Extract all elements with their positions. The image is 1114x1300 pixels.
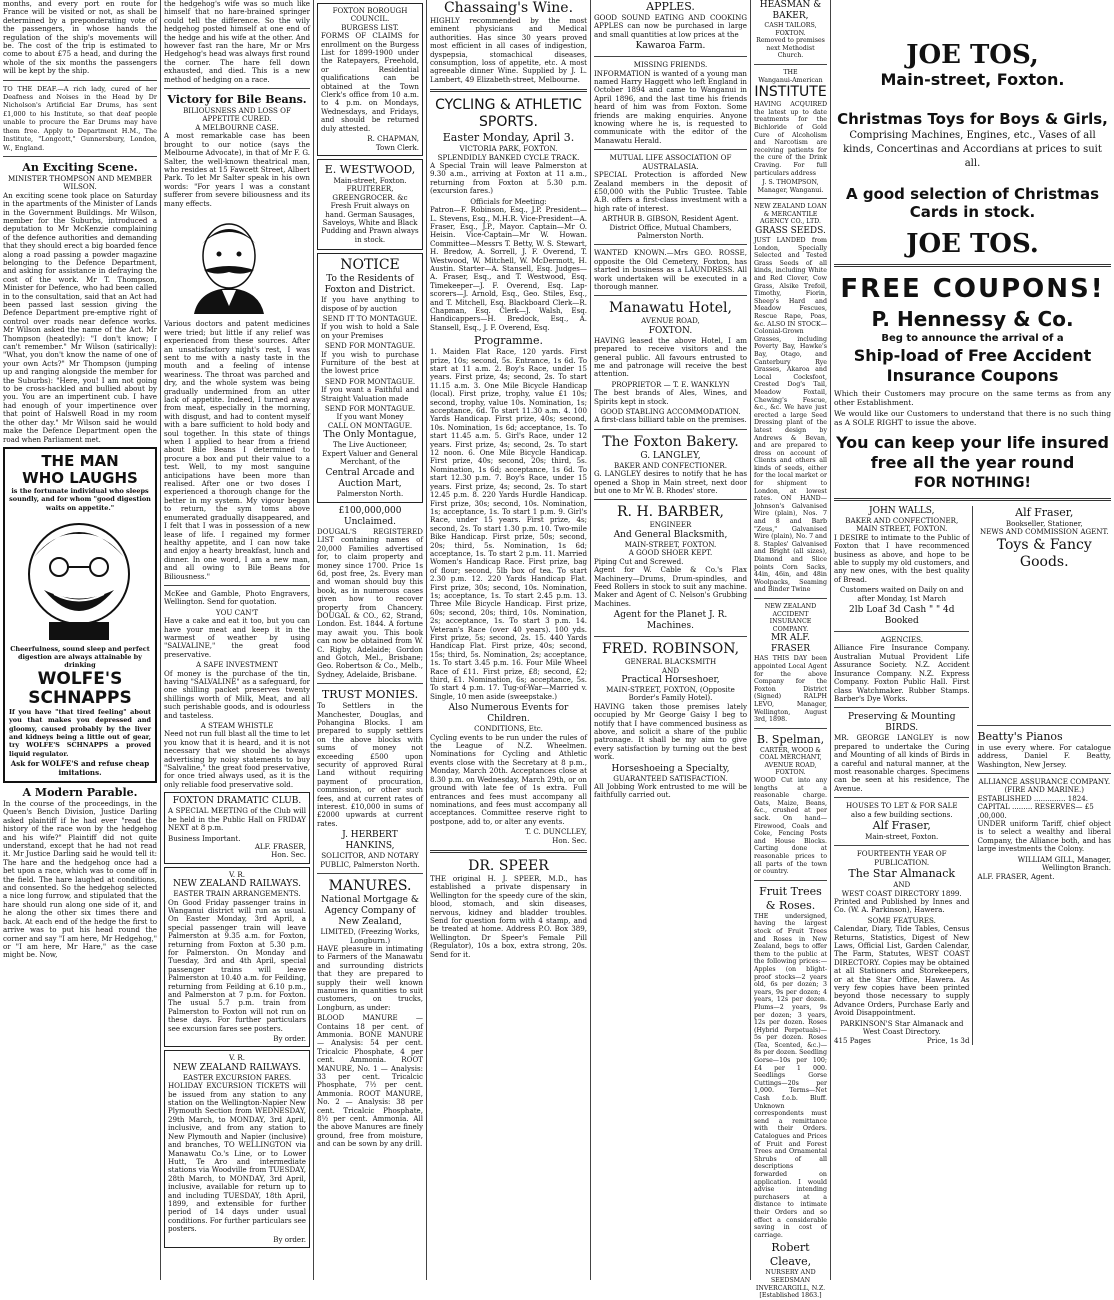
column-5 bbox=[591, 0, 750, 1280]
article-text: the hedgehog's wife was so much like himself that no hare-brained springer could tell the difference. So the wily hedgehog posted himself at one end of the hedge and his wife at the other. And however fast ran the hare, Mr or Mrs Hedgehog's head was always first round the corner. The hare fell down exhausted, and died. This is a new method of hedging on a race. bbox=[164, 0, 310, 84]
ad-title: Preserving & Mounting BIRDS. bbox=[848, 712, 956, 734]
ad-title: CYCLING & ATHLETIC SPORTS. bbox=[435, 97, 582, 131]
ad-text: District Office, Mutual Chambers, Palmerston North. bbox=[609, 222, 732, 240]
ad-text: LIMITED, (Freezing Works, Longburn.) bbox=[320, 927, 420, 945]
ad-text: 2lb Loaf 3d Cash " " 4d Booked bbox=[848, 605, 955, 627]
ad-text: AVENUE ROAD, FOXTON. bbox=[764, 761, 817, 777]
notice-text: FORMS OF CLAIMS for enrollment on the Burgess List for 1899-1900 under the Ratepayers, Freehold, or Residential qualifications can be obtained at the Town Clerk's office from 10 a.m. to 4 p.m. on Mondays, Wednesdays, and Fridays, and should be returned duly attested. bbox=[321, 31, 419, 133]
ad-text: The Live Auctioneer, Expert Valuer and General Merchant, of the bbox=[322, 440, 418, 467]
ad-subtitle: Officials for Meeting: bbox=[470, 196, 547, 206]
ad-subtitle: National Mortgage & Agency Company of New Zealand, bbox=[321, 895, 419, 928]
ad-subtitle: MR ALF. FRASER bbox=[770, 633, 811, 655]
ad-subtitle: Agent for the Planet J. R. Machines. bbox=[613, 610, 728, 632]
ad-text: NURSERY AND SEEDSMAN bbox=[765, 1269, 816, 1284]
notice-signature: ALF. FRASER, bbox=[254, 841, 306, 851]
notice-title: NEW ZEALAND RAILWAYS. bbox=[173, 879, 301, 890]
ad-title: B. Spelman, bbox=[756, 732, 825, 746]
ad-text: Cheerfulness, sound sleep and perfect digestion are always attainable by drinking bbox=[10, 644, 150, 670]
ad-subtitle: SOME FEATURES. bbox=[867, 915, 936, 925]
ad-text: FOURTEENTH YEAR OF PUBLICATION. bbox=[856, 849, 947, 867]
ad-row bbox=[834, 506, 1111, 1045]
article-subtitle: MINISTER THOMPSON AND MEMBER WILSON. bbox=[7, 173, 153, 192]
ad-title: JOE TOS. bbox=[906, 229, 1039, 259]
ad-text: NEWS AND COMMISSION AGENT. bbox=[980, 527, 1109, 537]
ad-signature: ALF. FRASER, Agent. bbox=[977, 871, 1055, 881]
notice-signature: Town Clerk. bbox=[375, 142, 419, 152]
ad-text: A first-class billiard table on the premises. bbox=[594, 415, 747, 425]
ad-text: If you have "that tired feeling" about you that makes you depressed and gloomy, caused probably by the liver and kidneys being a little out of gear, try WOLFE'S SCHNAPPS a proved liquid regulator. bbox=[9, 707, 151, 758]
ad-signature: J. S. THOMPSON, Manager, Wanganui. bbox=[757, 179, 824, 194]
ad-text: Of money is the purchase of the tin, having "SALVALINE" as a safeguard, for one shilling packet preserves twenty shillings worth of Milk, Meat, and all such perishable goods, and is odourless and tasteless. bbox=[164, 668, 310, 720]
ad-text: McKee and Gamble, Photo Engravers, Wellington. Send for quotation. bbox=[164, 588, 310, 607]
ad-text: MAIN STREET, FOXTON. bbox=[856, 524, 948, 534]
article-text: A most remarkable case has been brought to our notice (says the Melbourne Advocate), in that of Mr F. G. Salter, the well-known theatrical man, who resides at 15 Fawcett Street, Albert Park. To let Mr Salter speak in his own words: "For years I was a constant sufferer from severe biliousness and its many effects. bbox=[164, 131, 311, 208]
article-title: TRUST MONIES. bbox=[321, 688, 419, 702]
ad-text: Beg to announce the arrival of a bbox=[881, 333, 1064, 344]
ad-subtitle: WEST COAST DIRECTORY 1899. bbox=[841, 888, 962, 898]
column-4 bbox=[427, 0, 590, 1280]
council-notice bbox=[317, 3, 423, 156]
ad-subtitle: Ship-load of Free Accident Insurance Coupons bbox=[853, 346, 1092, 385]
ad-title: Fruit Trees & Roses. bbox=[759, 884, 822, 912]
ad-text: Fresh Fruit always on hand. German Sausages, Saveloys, White and Black Pudding and Prawn always in stock. bbox=[321, 201, 419, 244]
ad-text: also a few building sections. bbox=[850, 809, 953, 819]
ad-text: INFORMATION is wanted of a young man named Harry Haggett who left England in October 1894 and came to Wanganui in April 1896, and the last time his friends heard of him was from Foxton. Some friends are making enquiries. Anyone knowing where he is, is requested to communicate with the editor of the Manawatu Herald. bbox=[594, 68, 747, 145]
ad-text: Main-street, Foxton. bbox=[865, 831, 939, 841]
ad-title: FREE COUPONS! bbox=[840, 274, 1105, 304]
ad-text: Cycling events to be run under the rules of the League of N.Z. Wheelmen. Nominations for Cycling and Athletic events close with the Secretary at 8 p.m., Monday, March 20th. Acceptances close at 8.30 p.m. on Wednesday, March 29th, or on ground with late fee of 1s extra. Full entrances and fees must accompany all nominations, and fees must accompany all acceptances. Committee reserve right to postpone, add to, or alter any events. bbox=[430, 732, 587, 826]
ad-text: WANTED KNOWN.—Mrs GEO. ROSSE, opposite the Old Cemetery, Foxton, has started in business as a LAUNDRESS. All work undertaken will be executed in a thorough manner. bbox=[594, 248, 747, 291]
notice-signature: Hon. Sec. bbox=[271, 850, 306, 860]
ad-subtitle: GRASS SEEDS. bbox=[755, 226, 826, 237]
laughing-man-illustration bbox=[9, 512, 149, 642]
column-1 bbox=[0, 0, 160, 1280]
crest-text: V. R. bbox=[229, 869, 245, 879]
ad-title: DR. SPEER bbox=[468, 857, 549, 874]
ad-text: G. LANGLEY desires to notify that he has opened a Shop in Main street, next door but one to Mr W. B. Rhodes' store. bbox=[594, 469, 747, 496]
ad-signature: WILLIAM GILL, Manager, Wellington Branch. bbox=[1017, 854, 1111, 873]
ad-text: SOLICITOR, AND NOTARY PUBLIC, Palmerston North. bbox=[320, 851, 420, 869]
ad-brand: SCHNAPPS bbox=[28, 687, 132, 708]
ad-text: Piping Cut and Screwed. bbox=[594, 556, 684, 566]
ad-text: BLOOD MANURE — Contains 18 per cent. of Ammonia. BONE MANURE — Analysis: 54 per cent. Tricalcic Phosphate, 4 per cent. Ammonia. ROOT MANURE, No. 1 — Analysis: 33 per cent. Tricalcic Phosphate, 7½ per cent. Ammonia. ROOT MANURE, No. 2 — Analysis: 38 per cent. Tricalcic Phosphate, 8½ per cent. Ammonia. All the above Manures are finely ground, free from moisture, and can be sown by any drill. bbox=[317, 1013, 423, 1149]
ad-text: CASH TAILORS, bbox=[764, 22, 817, 29]
ad-text: Customers waited on Daily on and after Monday, 1st March bbox=[839, 585, 964, 603]
ad-text: BAKER AND CONFECTIONER. bbox=[614, 460, 727, 470]
spacer bbox=[977, 571, 1111, 721]
ad-subtitle: A good selection of Christmas Cards in stock. bbox=[845, 185, 1100, 221]
ad-title: Alf Fraser, bbox=[1015, 506, 1074, 519]
ad-text: HAVING taken those premises lately occupied by Mr George Gaisy I beg to notify that I have commenced business as above, and solicit a share of the public patronage. It shall be my aim to give every satisfaction by turning out the best work. bbox=[594, 701, 747, 762]
ad-title: The Only Montague, bbox=[323, 430, 417, 441]
ad-text: CALL ON MONTAGUE. bbox=[327, 420, 413, 430]
ad-title: NOTICE bbox=[340, 257, 400, 274]
ad-text: We would like our Customers to understand that there is no such thing as A SOLE RIGHT to issue the above. bbox=[834, 409, 1111, 427]
ad-text: If you wish to purchase Furniture of the best at the lowest price bbox=[321, 349, 419, 376]
portrait-illustration bbox=[164, 214, 294, 314]
ad-text: HAVE pleasure in intimating to Farmers of the Manawatu and surrounding districts that they are prepared to supply their well known manures in quantities to suit customers, on trucks, Longburn, as under: bbox=[317, 943, 423, 1012]
ad-text: HAVING leased the above Hotel, I am prepared to receive visitors and the general public. All favours entrusted to me and patronage will receive the best attention. bbox=[594, 335, 747, 379]
westwood-ad bbox=[317, 159, 423, 250]
ad-title: YOU CAN'T bbox=[215, 607, 259, 617]
article-text: months, and every port en route for France will be visited or not, as shall be determined by a preponderating vote of the passengers, in whose hands the regulation of the ship's movements will be. The cost of the trip is estimated to come to about £75 a head, and during the whole of the six months the passengers will be kept by the ship. bbox=[3, 0, 157, 76]
ad-subtitle: FOXTON. bbox=[648, 325, 693, 336]
ad-title: Toys & Fancy Goods. bbox=[996, 536, 1092, 570]
ad-text: SPECIAL Protection is afforded New Zealand members in the deposit of £50,000 with the Public Trustee. Table A.B. offers a first-class investment with a high rate of interest. bbox=[594, 170, 747, 213]
ad-text: Printed and Published by Innes and Co. (W. A. Parkinson), Hawera. bbox=[834, 897, 970, 915]
notice-subtitle: EASTER TRAIN ARRANGEMENTS. bbox=[173, 889, 301, 899]
column-2 bbox=[161, 0, 313, 1280]
ad-title: A STEAM WHISTLE bbox=[200, 721, 274, 731]
column-7 bbox=[831, 0, 1114, 1280]
ad-title: MUTUAL LIFE ASSOCIATION OF AUSTRALASIA. bbox=[609, 153, 732, 171]
ad-subtitle: Christmas Toys for Boys & Girls, bbox=[837, 110, 1108, 128]
ad-title: Chassaing's Wine. bbox=[443, 0, 574, 16]
article-text: An exciting scene took place on Saturday in the apartments of the Minister of Lands in the Government Buildings. Mr Wilson, member for the Suburbs, introduced a deputation to Mr McKenzie complaining of the defence authorities and demanding that they should erect a big boarded fence along a road passing a powder magazine belonging to the Defence Department, and asking for assistance in defraying the cost of the work. Mr T. Thompson, Minister for Defence, who had been called in to the consultation, said that an Act had been passed last session giving the Defence Department pre-emptive right of control over roads near defence works. Mr Wilson asked the name of the Act. Mr Thompson (heatedly): "I don't know; I can't remember." Mr Wilson (satirically): "What, you don't know the name of one of your own Acts?" Mr Thompson (jumping up and ranging alongside the member for the Suburbs): "Here, you! I am not going to be cross-hackled and bullied about by you. You are an impertinent cub. I have had enough of your impertinence over that point of Halswell Road in my room the other day." Mr Wilson said he would make the Defence Department open the road when Parliament met. bbox=[3, 190, 157, 444]
notice-signature: By order. bbox=[273, 1034, 306, 1044]
ad-text: AND bbox=[661, 665, 680, 675]
ad-text: WOOD Cut into any lengths at a reasonable charge. Oats, Maize, Beans, &c., crushed at per sack. On hand—Firewood, Coals and Coke, Fencing Posts and House Blocks. Carting done at reasonable prices to all parts of the town or country. bbox=[754, 777, 827, 876]
ad-subtitle: To the Residents of Foxton and District. bbox=[324, 274, 416, 296]
ad-subline: is the fortunate individual who sleeps soundly, and for whom "good digestion waits on appetite." bbox=[9, 486, 151, 512]
ad-subtitle: PARKINSON'S Star Almanack and West Coast Directory. bbox=[840, 1018, 964, 1037]
ad-address: Main-street, Foxton. bbox=[333, 175, 407, 185]
ad-title: P. Hennessy & Co. bbox=[871, 307, 1074, 331]
alf-fraser-ad bbox=[977, 506, 1111, 1045]
ad-subtitle: Programme. bbox=[473, 334, 543, 348]
article-title: An Exciting Scene. bbox=[22, 160, 138, 174]
ad-title: MISSING FRIENDS. bbox=[633, 60, 708, 70]
ad-subtitle: AVENUE ROAD, bbox=[641, 316, 700, 326]
ad-title: Robert Cleave, bbox=[769, 1241, 812, 1269]
ad-text: Comprising Machines, Engines, etc., Vases of all kinds, Concertinas and Accordians at prices to suit all. bbox=[843, 130, 1102, 169]
ad-text: Removed to premises next Methodist Church. bbox=[756, 37, 825, 60]
ad-text: Need not run full blast all the time to let you know that it is heard, and it is not necessary that we should be always advertising by noisy statements to buy "Salvaline," the great food preservative, for once tried always used, as it is the only reliable food preservative sold. bbox=[164, 729, 310, 789]
ad-signature: Hon. Sec. bbox=[552, 835, 587, 845]
railway-notice bbox=[164, 1050, 310, 1248]
deaf-notice: TO THE DEAF.—A rich lady, cured of her Deafness and Noises in the Head by Dr Nicholson's Artificial Ear Drums, has sent £1,000 to his Institute, so that deaf people unable to procure the Ear Drums may have them free. Apply to Department H.M., The Institute, "Longcott," Gunnersbury, London, W., England. bbox=[3, 84, 157, 152]
ad-text: Bookseller, Stationer, bbox=[1005, 519, 1083, 528]
ad-subtitle: Also Numerous Events for Children. bbox=[448, 703, 569, 725]
ad-title: HOUSES TO LET & FOR SALE bbox=[845, 801, 958, 811]
price: Price, 1s 3d bbox=[926, 1035, 970, 1045]
notice-text: Business Important. bbox=[168, 833, 241, 843]
ad-text: MAIN-STREET, FOXTON. bbox=[624, 539, 717, 549]
notice-title: NEW ZEALAND RAILWAYS. bbox=[173, 1062, 301, 1073]
ad-brand: WOLFE'S bbox=[37, 668, 123, 689]
ad-text: AND bbox=[893, 880, 911, 890]
ad-text: THE original H. J. SPEER, M.D., has established a private dispensary in Wellington for the speedy cure of the skin, blood, stomach, and skin diseases, nervous, kidney and bladder troubles. Send for question form with 4 stamp, and be treated at home. Address P.O. Box 389, Wellington. Dr Speer's Female Pill (Regulator), 10s a box, extra strong, 20s. Send for it. bbox=[430, 873, 587, 959]
ad-subtitle: You can keep your life insured free all the year round bbox=[836, 433, 1109, 472]
ad-text: THE undersigned, having the largest stock of Fruit Trees and Roses in New Zealand, begs to offer them to the public at the following prices:— Apples (on blight-proof stocks—2 years old, 6s per dozen; 3 years, 9s per dozen; 4 years, 12s per dozen. Plums—2 years, 9s per dozen; 3 years, 12s per dozen. Roses (Hybrid Perpetuals)—5s per dozen. Roses (Tea, Scented, &c.)—8s per dozen. Seedling Gorse—10s per 100; £4 per 1 000. Seedlings Gorse Cuttings—20s per 1,000. Terms—Net Cash f.o.b. Bluff. Unknown correspondents must send a remittance with their Orders. Catalogues and Prices of Fruit and Forest Trees and Ornamental Shrubs of all descriptions forwarded on application. I would advise intending purchasers at a distance to intimate their Orders and so effect a considerable saving in cost of carriage. bbox=[754, 912, 827, 1239]
ad-text: VICTORIA PARK, FOXTON. bbox=[459, 144, 558, 154]
ad-signature: ARTHUR B. GIBSON, Resident Agent. bbox=[602, 214, 739, 224]
ad-subtitle: Easter Monday, April 3. bbox=[442, 131, 575, 145]
column-6 bbox=[751, 0, 830, 1300]
notice-subtitle: BURGESS LIST. bbox=[341, 22, 399, 32]
ad-headline: THE MAN bbox=[41, 451, 119, 470]
ad-text: If you want Money bbox=[336, 412, 404, 422]
ad-title: J. HERBERT HANKINS, bbox=[342, 830, 398, 852]
ad-text: FOXTON. bbox=[775, 29, 806, 37]
ad-text: HAVING ACQUIRED the latest up to date treatments for the Bichloride of Gold Cure of Alcoholism and Narcotism are receiving patients for the cure of the Drink Craving. For full particulars address bbox=[754, 101, 827, 177]
ad-subtitle: FOR NOTHING! bbox=[914, 475, 1031, 491]
ad-text: ENGINEER bbox=[649, 520, 692, 530]
article-text: Various doctors and patent medicines were tried; but little if any relief was experienced from these sources. After an unsatisfactory night's rest, I was sent to me with a nasty taste in the mouth and a feeling of intense weariness. The throat was parched and dry, and the whole system was being gradually undermined from an utter lack of appetite. Indeed, I turned away from meat, especially in the morning, with disgust, and had to content myself with a bare sufficient to hold body and soul together. In this state of things when I applied to hear from a friend about Bile Beans I determined to procure a box and put their value to a test. Well, to my most sanguine anticipations have been more than realised. After one or two doses I experienced a thorough change for the better in my system. My vigour began to return, the sym toms above enumerated gradually disappeared, and I felt that I was in possession of a new lease of life. I regained my former healthy appetite, and I can now take and enjoy a hearty breakfast, lunch and dinner. In one word, I am a new man, and all owing to Bile Beans for Biliousness." bbox=[164, 319, 310, 581]
notice-title: FOXTON DRAMATIC CLUB. bbox=[172, 796, 302, 807]
ad-text: Alliance Fire Insurance Company. Australian Mutual Provident Life Assurance Society. N.Z. Accident Insurance Company. N.Z. Express Company. Foxton Public Hall. First class Watchmaker. Rubber Stamps. Barber's Dye Works. bbox=[834, 643, 970, 703]
article-title: A Modern Parable. bbox=[22, 786, 138, 799]
ad-text: MR. GEORGE LANGLEY is now prepared to undertake the Curing and Mounting of all kinds of Birds in a careful and natural manner, at the most reasonable charges. Specimens can be seen at his residence, The Avenue. bbox=[834, 733, 970, 793]
ad-title: JOE TOS, bbox=[906, 40, 1039, 70]
ad-text: UNDER uniform Tariff, chief object is to select a wealthy and liberal Company, the Alliance both, and has large investments the Colony. bbox=[977, 819, 1111, 854]
notice-signature: By order. bbox=[273, 1234, 306, 1244]
ad-text: GENERAL BLACKSMITH bbox=[624, 657, 717, 667]
ad-text: [Established 1863.] bbox=[759, 1292, 822, 1300]
ad-text: BAKER AND CONFECTIONER, bbox=[845, 516, 959, 525]
crest-text: V. R. bbox=[229, 1053, 245, 1063]
ad-trade: FRUITERER, GREENGROCER. &c bbox=[332, 184, 408, 202]
ad-text: in use every where. For catalogue address, Daniel F. Beatty, Washington, New Jersey. bbox=[977, 742, 1111, 769]
ad-text: Calendar, Diary, Tide Tables, Census Returns, Statistics, Digest of New Laws, Official List, Garden Calendar, The Farm, Statutes, WEST COAST DIRECTORY. Copies may be obtained at all Stationers and Storekeepers, or at the Star Office, Hawera. As very few copies have been printed beyond those necessary to supply Advance Orders, Purchase Early and Avoid Disappointment. bbox=[834, 924, 970, 1018]
ad-title: APPLES. bbox=[646, 0, 695, 13]
ad-text: PROPRIETOR — T. E. WANKLYN bbox=[611, 379, 730, 389]
ad-tagline: Ask for WOLFE'S and refuse cheap imitations. bbox=[10, 759, 150, 777]
ad-text: HIGHLY recommended by the most eminent physicians and Medical authorities. Has since 30 years proved most efficient in all cases of indigestion, dyspepsia, stomachical diseases, consumption, loss of appetite, etc. A most agreeable dinner Wine. Supplied by J. L. Lambert, 49 Elizabeth-street, Melbourne. bbox=[430, 16, 587, 84]
ad-title: The Foxton Bakery. bbox=[602, 433, 739, 450]
john-walls-ad bbox=[834, 506, 973, 1045]
ad-subtitle: And General Blacksmith, bbox=[613, 529, 728, 540]
montague-ad bbox=[317, 253, 423, 503]
ad-text: Which their Customers may procure on the same terms as from any other Establishment. bbox=[834, 389, 1111, 407]
ad-text: MAIN-STREET, FOXTON, (Opposite Border's Family Hotel). bbox=[606, 684, 735, 703]
ad-title: E. WESTWOOD, bbox=[324, 162, 416, 176]
ad-title: AGENCIES. bbox=[880, 635, 923, 645]
article-subtitle: A MELBOURNE CASE. bbox=[195, 122, 279, 132]
ad-text: If you have anything to dispose of by auction bbox=[321, 295, 419, 313]
ad-text: ESTABLISHED .............. 1824. bbox=[977, 793, 1089, 803]
ad-title: Beatty's Pianos bbox=[977, 729, 1063, 743]
ad-text: INVERCARGILL, N.Z. bbox=[755, 1284, 826, 1292]
notice-signature: R. CHAPMAN, bbox=[367, 134, 419, 144]
ad-subtitle: Practical Horseshoer, bbox=[621, 674, 720, 685]
ad-text: A Special Train will leave Palmerston at 9.30 a.m., arriving at Foxton at 11 a.m., returning from Foxton at 5.30 p.m. (excursion fares.) bbox=[430, 161, 587, 196]
ad-text: A GOOD SHOER KEPT. bbox=[628, 548, 713, 558]
ad-text: GUARANTEED SATISFACTION. bbox=[613, 773, 728, 783]
ad-text: SEND FOR MONTAGUE. bbox=[324, 404, 416, 414]
ad-text: HAS THIS DAY been appointed Local Agent for the above Company for the Foxton District (Signed) RALPH LEVO, Manager, Wellington, August 3rd, 1898. bbox=[754, 655, 827, 724]
article-title: £100,000,000 Unclaimed. bbox=[338, 505, 402, 527]
ad-text: SEND FOR MONTAGUE. bbox=[324, 341, 416, 351]
dramatic-club-notice bbox=[164, 792, 310, 863]
ad-title: HEASMAN & BAKER, bbox=[759, 0, 822, 21]
wolfe-schnapps-ad bbox=[3, 447, 157, 783]
ad-text: The best brands of Ales, Wines, and Spirits kept in stock. bbox=[594, 388, 747, 406]
ad-signature: T. C. DUNCLLEY, bbox=[525, 827, 587, 837]
notice-text: A SPECIAL MEETING of the Club will be held in the Public Hall on FRIDAY NEXT at 8 p.m. bbox=[168, 806, 306, 833]
article-title: Victory for Bile Beans. bbox=[167, 93, 307, 107]
ad-text: CAPITAL ......... RESERVES— £5 ,00,000. bbox=[977, 802, 1094, 820]
ad-title: R. H. BARBER, bbox=[617, 504, 724, 521]
ad-subtitle: Horseshoeing a Specialty, bbox=[611, 763, 730, 774]
article-text: In the course of the proceedings, in the Queen's Bench Division, Justice Darling asked plaintiff if he had ever "read the history of the race won by the hedgehog and his wife?" Plaintiff did not quite understand, except that he had not read it. Mr Justice Darling said he would tell it: The hare and the hedgehog once had a bet upon a race, which was to come off in the field. The hare laughed at conditions, and consented. So the hedgehog selected a nice long furrow, and stipulated that the hare should run along one side of it, and he along the other six times there and back. At each end of the hedge the first to arrive was to put his head round the corner and say "I am here, Mr Hedgehog," or "I am here, Mr Hare," as the case might be. Now, bbox=[3, 799, 157, 960]
ad-text: I DESIRE to intimate to the Public of Foxton that I have recommenced business as above, and hope to be able to supply my old customers, and any new ones, with the best quality of Bread. bbox=[834, 532, 970, 584]
ad-text: JUST LANDED from London, Specially Selected and Tested Grass Seeds of all kinds, including White and Red Clover, Cow Grass, Alsike Trefoil, Timothy, Fiorin, Sheep's Hard and Meadow Fescues, Rescue Rape, Poas, &c. ALSO IN STOCK—Colonial-Grown Grasses, including Poverty Bay, Hawke's Bay, Otago, and Canterbury Rye Grasses, Akaroa and Local Cocksfoot, Crested Dog's Tail, Meadow Foxtail, Chewing's Fescue, &c., &c. We have just erected a large Seed Dressing plant of the latest design by Andrews & Bevan, and are prepared to dress on account of Clients and others all kinds of seeds, either for the local market or for shipment to London, at lowest rates. ON HAND—Johnson's Galvanised Wire (plain), Nos. 7 and 8 and Barb "Zeus," Galvanised Wire (plain), No. 7 and 8. Staples' Galvanised and Bright (all sizes), Diamond and Slice points Corn Sacks, 44in, 46in, and 48in Woolpacks, Seaming and Binder Twine bbox=[754, 237, 827, 594]
ad-text: All Jobbing Work entrusted to me will be faithfully carried out. bbox=[594, 782, 747, 800]
ad-text: GOOD SOUND EATING AND COOKING APPLES can now be purchased in large and small quantities at low prices at the bbox=[594, 13, 747, 39]
notice-text: HOLIDAY EXCURSION TICKETS will be issued from any station to any station on the Wellington-Napier New Plymouth Section from WEDNESDAY, 29th March, to MONDAY, 3rd April, inclusive, and from any station to New Plymouth and Napier (inclusive) and branches, TO WELLINGTON via Manawatu Co.'s Line, or to Lower Hutt, Te Aro and intermediate stations via Woodville from TUESDAY, 28th March, to MONDAY, 3rd April, inclusive, available for return up to and including TUESDAY, 18th April, 1899, and extensible for further period of 14 days under usual conditions. For further particulars see posters. bbox=[168, 1081, 306, 1234]
ad-headline: WHO LAUGHS bbox=[22, 468, 138, 487]
ad-title: NEW ZEALAND LOAN & MERCANTILE AGENCY CO., LTD. bbox=[754, 203, 827, 226]
ad-title: FRED. ROBINSON, bbox=[601, 641, 740, 658]
ad-text: SEND IT TO MONTAGUE. bbox=[322, 313, 418, 323]
ad-text: Patron—F. Robinson, Esq., J.P. President—L. Stevens, Esq., M.H.R. Vice-President—A. Fraser, Esq., J.P., Mayor. Captain—Mr O. Heisin. Vice-Captain—Mr W. Howan. Committee—Messrs T. Betty, W. S. Stewart, H. Bredow, A. Sorrell, J. F. Overend, T. Westwood, W. Mitchell, W. McDermott, H. Austin. Starter—A. Stansell, Esq. Judges—A. Fraser, Esq., and T. Westwood, Esq. Timekeeper—J. F. Overend, Esq. Lap-scorers—J. Arnold, Esq., Geo. Stiles, Esq., and T. Mitchell, Esq. Blackboard Clerk—R. Chapman, Esq. Clerk—J. Walsh, Esq. Handicappers—H. Bredock, Esq., A. Stansell, Esq., J. F. Overend, Esq. bbox=[430, 205, 587, 332]
article-subtitle: BILIOUSNESS AND LOSS OF APPETITE CURED. bbox=[183, 106, 291, 124]
ad-title: JOHN WALLS, bbox=[868, 506, 935, 516]
ad-text: 1. Maiden Flat Race, 120 yards. First prize, 10s; second, 5s. Entrance, 1s 6d. To start at 11 a.m. 2. Boy's Race, under 15 years. First prize, 4s; second, 2s. To start 11.15 a.m. 3. One Mile Bicycle Handicap (local). First prize, trophy, value £1 10s; second, trophy, value 10s. Nomination, 1s; acceptance, 6d. To start 11.30 a.m. 4. 100 Yards Handicap. First prize, 40s; second, 10s. Nomination, 1s 6d; acceptance, 1s. To start 11.45 a.m. 5. Girl's Race, under 12 years. First prize, 4s; second, 2s. To start 12 noon. 6. One Mile Bicycle Handicap. First prize, 40s; second, 20s; third, 5s. Nomination, 1s 6d; acceptance, 1s 6d. To start 12.30 p.m. 7. Boy's Race, under 15 years. First prize, 4s; second, 2s. To start 12.45 p.m. 8. 220 Yards Hurdle Handicap. First prize, 30s; second, 10s. Nomination, 1s; acceptance, 1s. To start 1 p.m. 9. Girl's Race, under 15 years. First prize, 4s; second, 2s. To start 1.30 p.m. 10. Two-mile Bike Handicap. First prize, 50s; second, 20s; third, 5s. Nomination, 1s 6d; acceptance, 1s. To start 2 p.m. 11. Married Women's Handicap Race. First prize, bag of flour; second, 5lb box of tea. To start 2.30 p.m. 12. 220 Yards Handicap Flat. First prize, 30s; second, 10s. Nomination, 1s; acceptance, 1s. To start 2.45 p.m. 13. Three Mile Bicycle Handicap. First prize, 60s; second, 20s; third, 10s. Nomination, 2s; acceptance, 1s. To start 3 p.m. 14. Veteran's Race (over 40 years). 100 yds. First prize, 5s; second, 2s. 15. 440 Yards Handicap Flat. First prize, 40s; second, 15s; third, 5s. Nomination, 2s; acceptance, 1s. To start 3.45 p.m. 16. Four Mile Wheel Race of £11. First prize, £8; second, £2; third, £1. Nomination, 6s; acceptance, 5s. To start 4 p.m. 17. Tug-of-War—Married v. Single, 10 men aside (sweepstake.) bbox=[430, 347, 587, 701]
page-count: 415 Pages bbox=[834, 1035, 871, 1045]
ad-text: SEND FOR MONTAGUE. bbox=[324, 376, 416, 386]
ad-text: If you wish to hold a Sale on your Premises bbox=[321, 322, 419, 340]
ad-title: Kawaroa Farm. bbox=[635, 41, 706, 52]
ad-subtitle: CONDITIONS, Etc. bbox=[474, 724, 543, 734]
ad-title: ALLIANCE ASSURANCE COMPANY. bbox=[978, 777, 1111, 787]
ad-text: GOOD STABLING ACCOMMODATION. bbox=[600, 407, 741, 417]
ad-title: Alf Fraser, bbox=[872, 818, 931, 832]
ad-text: If you want a Faithful and Straight Valuation made bbox=[321, 385, 419, 403]
ad-text: Agent for W. Cable & Co.'s Flax Machinery—Drums, Drum-spindles, and Feed Rollers in stock to suit any machine. Maker and Agent of C. Nelson's Grubbing Machines. bbox=[594, 565, 747, 608]
ad-title: Manawatu Hotel, bbox=[609, 300, 732, 317]
ad-footer bbox=[834, 1037, 969, 1045]
column-3 bbox=[314, 0, 426, 1280]
railway-notice bbox=[164, 867, 310, 1048]
ad-text: CARTER, WOOD & COAL MERCHANT, bbox=[759, 746, 822, 762]
ad-text: (FIRE AND MARINE.) bbox=[1004, 785, 1084, 795]
ad-title: Central Arcade and Auction Mart, bbox=[325, 468, 415, 490]
ad-subtitle: G. LANGLEY, bbox=[640, 450, 701, 461]
notice-text: On Good Friday passenger trains in Wanganui district will run as usual. On Easter Monday, 3rd April, a special passenger train will leave Palmerston at 9.35 a.m. for Foxton, returning from Foxton at 5.30 p.m. for Palmerston. On Monday and Tuesday, 3rd and 4th April, special passenger trains will leave Palmerston at 10.40 a.m. for Feilding, returning from Feilding at 6.10 p.m., and Palmerston at 7 p.m. for Foxton. The usual 5.7 p.m. train from Palmerston to Foxton will not run on these days. For further particulars see excursion fares see posters. bbox=[168, 897, 306, 1033]
ad-text: SPLENDIDLY BANKED CYCLE TRACK. bbox=[437, 152, 580, 162]
ad-address: Main-street, Foxton. bbox=[880, 70, 1065, 89]
ad-title: INSTITUTE bbox=[754, 84, 827, 101]
ad-title: The Star Almanack bbox=[848, 867, 956, 881]
ad-subtitle: Wanganui-American bbox=[758, 76, 823, 84]
ad-title: NEW ZEALAND ACCIDENT INSURANCE COMPANY. bbox=[764, 602, 817, 633]
ad-title: MANURES. bbox=[328, 878, 412, 895]
ad-text: THE bbox=[783, 68, 798, 76]
article-text: DOUGAL'S REGISTERED LIST containing names of 20,000 Families advertised for, to claim property and money since 1700. Price 1s 6d, post free, 2s. Every man and woman should buy this book, as in numerous cases given how to recover property from Chancery. DOUGAL & CO., 62, Strand, London. Est. 1844. A fortune may await you. This book can now be obtained from W. C. Rigby, Adelaide; Gordon and Gotch, Mel., Brisbane; Geo. Robertson & Co., Melb., Sydney, Adelaide, Brisbane. bbox=[317, 526, 423, 679]
notice-title: FOXTON BOROUGH COUNCIL. bbox=[332, 6, 408, 24]
notice-subtitle: EASTER EXCURSION FARES. bbox=[182, 1072, 292, 1082]
ad-text: Have a cake and eat it too, but you can have your meat and keep it in the warmest of weather by using "SALVALINE," the great food preservative. bbox=[164, 616, 310, 659]
ad-text: Palmerston North. bbox=[336, 489, 404, 499]
article-text: To Settlers in the Manchester, Douglas, and Pohangina Blocks. I am prepared to supply settlers on the above blocks with sums of money not exceeding £500 upon security of approved Rural Land without requiring payment of procuration, commission, or other such fees, and at current rates of interest. £10,000 in sums of £2000 upwards at current rates. bbox=[317, 701, 423, 828]
ad-title: A SAFE INVESTMENT bbox=[196, 660, 278, 670]
